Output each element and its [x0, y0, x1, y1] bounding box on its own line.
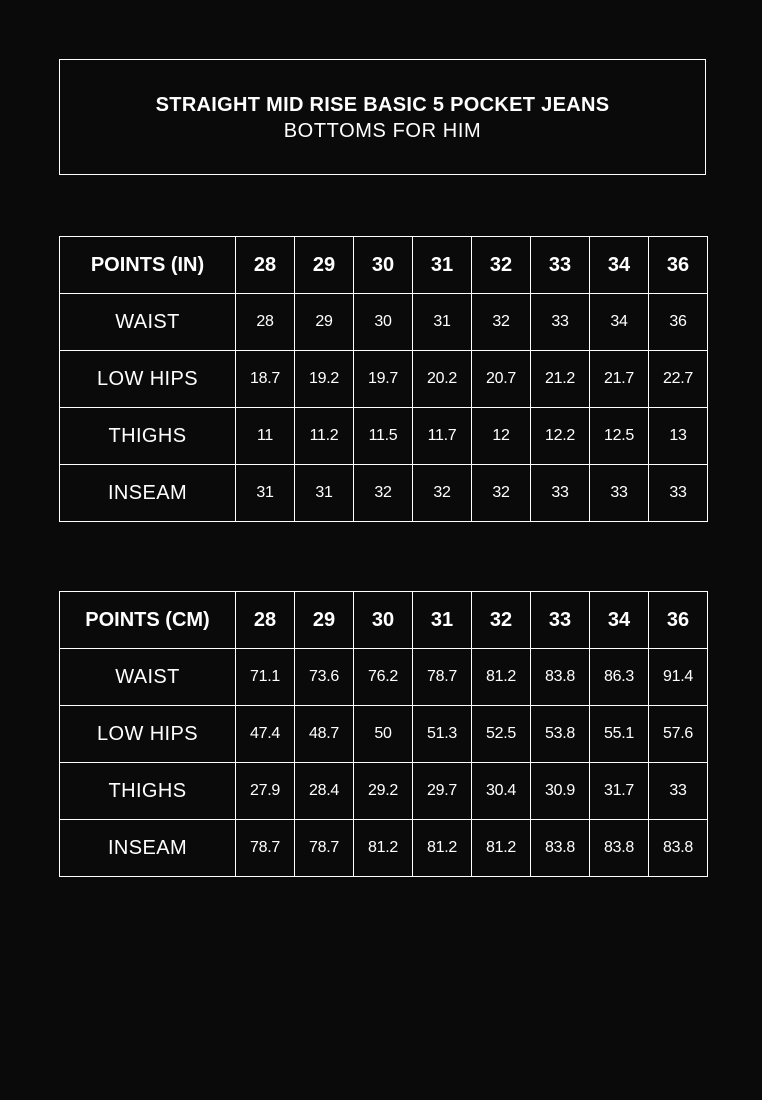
measurement-value: 28.4 [295, 763, 354, 820]
measurement-value: 53.8 [531, 706, 590, 763]
table-row [60, 706, 708, 763]
measurement-value: 18.7 [236, 351, 295, 408]
size-header: 33 [531, 237, 590, 294]
measurement-value: 86.3 [590, 649, 649, 706]
product-title: STRAIGHT MID RISE BASIC 5 POCKET JEANS [155, 94, 610, 116]
table-row [60, 763, 708, 820]
table-row [60, 465, 708, 522]
table-header-row [60, 592, 708, 649]
size-header: 32 [472, 237, 531, 294]
measurement-value: 57.6 [649, 706, 708, 763]
measurement-value: 48.7 [295, 706, 354, 763]
size-header: 28 [236, 592, 295, 649]
measurement-value: 33 [590, 465, 649, 522]
measurement-label: INSEAM [60, 465, 236, 522]
measurement-value: 30.4 [472, 763, 531, 820]
measurement-value: 31 [236, 465, 295, 522]
measurement-label: WAIST [60, 294, 236, 351]
measurement-value: 33 [531, 294, 590, 351]
measurement-value: 33 [531, 465, 590, 522]
header-box [59, 59, 706, 175]
size-header: 29 [295, 592, 354, 649]
measurement-value: 51.3 [413, 706, 472, 763]
table-row [60, 408, 708, 465]
measurement-value: 20.2 [413, 351, 472, 408]
table-row [60, 820, 708, 877]
measurement-label: INSEAM [60, 820, 236, 877]
measurement-value: 81.2 [472, 649, 531, 706]
table-row [60, 351, 708, 408]
measurement-value: 20.7 [472, 351, 531, 408]
measurement-label: LOW HIPS [60, 351, 236, 408]
measurement-value: 83.8 [590, 820, 649, 877]
measurement-value: 11.2 [295, 408, 354, 465]
table-row [60, 294, 708, 351]
measurement-value: 29.2 [354, 763, 413, 820]
measurement-value: 55.1 [590, 706, 649, 763]
measurement-value: 11 [236, 408, 295, 465]
measurement-value: 73.6 [295, 649, 354, 706]
size-header: 36 [649, 237, 708, 294]
points-header: POINTS (CM) [60, 592, 236, 649]
measurement-value: 78.7 [236, 820, 295, 877]
measurement-value: 32 [472, 294, 531, 351]
points-header: POINTS (IN) [60, 237, 236, 294]
measurement-value: 19.2 [295, 351, 354, 408]
measurement-value: 83.8 [531, 820, 590, 877]
measurement-value: 32 [354, 465, 413, 522]
measurement-value: 19.7 [354, 351, 413, 408]
measurement-value: 29 [295, 294, 354, 351]
measurement-value: 71.1 [236, 649, 295, 706]
measurement-value: 78.7 [295, 820, 354, 877]
measurement-label: LOW HIPS [60, 706, 236, 763]
measurement-value: 50 [354, 706, 413, 763]
size-table-centimeters [59, 591, 708, 877]
measurement-value: 11.7 [413, 408, 472, 465]
measurement-value: 83.8 [649, 820, 708, 877]
measurement-value: 47.4 [236, 706, 295, 763]
size-header: 30 [354, 237, 413, 294]
measurement-value: 31 [413, 294, 472, 351]
size-table-inches [59, 236, 708, 522]
size-header: 28 [236, 237, 295, 294]
measurement-value: 33 [649, 465, 708, 522]
measurement-value: 83.8 [531, 649, 590, 706]
measurement-value: 33 [649, 763, 708, 820]
size-header: 29 [295, 237, 354, 294]
measurement-value: 32 [413, 465, 472, 522]
measurement-value: 81.2 [413, 820, 472, 877]
measurement-value: 29.7 [413, 763, 472, 820]
measurement-value: 36 [649, 294, 708, 351]
measurement-value: 12.2 [531, 408, 590, 465]
measurement-value: 30 [354, 294, 413, 351]
size-header: 34 [590, 237, 649, 294]
measurement-value: 28 [236, 294, 295, 351]
size-header: 30 [354, 592, 413, 649]
measurement-value: 76.2 [354, 649, 413, 706]
measurement-value: 12.5 [590, 408, 649, 465]
measurement-label: WAIST [60, 649, 236, 706]
measurement-value: 11.5 [354, 408, 413, 465]
measurement-value: 21.2 [531, 351, 590, 408]
measurement-value: 52.5 [472, 706, 531, 763]
measurement-value: 22.7 [649, 351, 708, 408]
measurement-value: 34 [590, 294, 649, 351]
size-header: 31 [413, 592, 472, 649]
measurement-value: 27.9 [236, 763, 295, 820]
product-category: BOTTOMS FOR HIM [283, 120, 482, 142]
measurement-value: 81.2 [472, 820, 531, 877]
size-header: 32 [472, 592, 531, 649]
measurement-value: 12 [472, 408, 531, 465]
measurement-value: 31 [295, 465, 354, 522]
size-header: 33 [531, 592, 590, 649]
measurement-value: 13 [649, 408, 708, 465]
measurement-value: 30.9 [531, 763, 590, 820]
measurement-value: 31.7 [590, 763, 649, 820]
measurement-label: THIGHS [60, 763, 236, 820]
measurement-value: 91.4 [649, 649, 708, 706]
table-header-row [60, 237, 708, 294]
measurement-label: THIGHS [60, 408, 236, 465]
size-header: 31 [413, 237, 472, 294]
size-header: 34 [590, 592, 649, 649]
table-row [60, 649, 708, 706]
measurement-value: 78.7 [413, 649, 472, 706]
measurement-value: 81.2 [354, 820, 413, 877]
measurement-value: 21.7 [590, 351, 649, 408]
measurement-value: 32 [472, 465, 531, 522]
size-header: 36 [649, 592, 708, 649]
